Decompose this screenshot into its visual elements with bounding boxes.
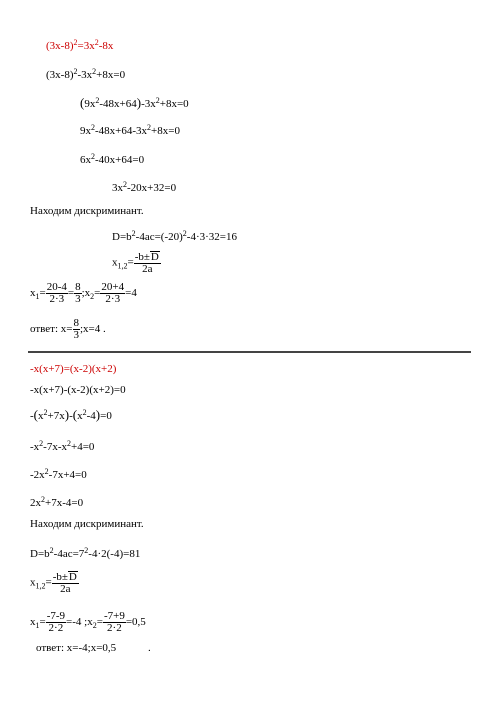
roots: $x_1=$ $\frac{-7-9}{2\cdot 2}$ =-4 $;x_2=$ $\frac{-7+9}{2\cdot 2}$ =0,5 xyxy=(30,610,146,634)
step1: -x(x+7)-(x-2)(x+2)=0 xyxy=(30,384,126,396)
discriminant-label: Находим дискриминант. xyxy=(30,205,144,217)
step3: $9x^2-48x+64-3x^2+8x=0$ xyxy=(80,123,180,137)
step4: $6x^2-40x+64=0$ xyxy=(80,152,145,166)
quadratic-formula: $x_{1,2}=$ $\frac{-b\pm D}{2a}$ xyxy=(30,571,77,595)
problem2-equation: -x(x+7)=(x-2)(x+2) xyxy=(30,363,117,375)
quadratic-formula: $x_{1,2}=$ $\frac{-b\pm D}{2a}$ xyxy=(112,251,159,275)
roots: $x_1=$ $\frac{20-4}{2\cdot 3}$ = $\frac{8}{3}$ $;x_2=$ $\frac{20+4}{2\cdot 3}$ =4 xyxy=(30,281,137,305)
step4: $-2x^2-7x+4=0$ xyxy=(30,467,87,481)
step2: $(9x^2-48x+64)-3x^2+8x=0$ xyxy=(80,95,189,110)
discriminant-formula: $D=b^2-4ac=(-20)^2-4\cdot 3\cdot 32=16$ xyxy=(112,229,237,243)
discriminant-formula: $D=b^2-4ac=7^2-4\cdot 2(-4)=81$ xyxy=(30,546,141,560)
step2: $-(x^2+7x)-(x^2-4)=0$ xyxy=(30,407,112,422)
step5: $2x^2+7x-4=0$ xyxy=(30,495,84,509)
answer2-dot: . xyxy=(148,642,151,654)
problem1-equation: $(3x-8)^2=3x^2-8x$ xyxy=(46,38,114,52)
step5: $3x^2-20x+32=0$ xyxy=(112,180,177,194)
discriminant-label: Находим дискриминант. xyxy=(30,518,144,530)
step3: $-x^2-7x-x^2+4=0$ xyxy=(30,439,95,453)
section-divider xyxy=(28,351,471,353)
step1: $(3x-8)^2-3x^2+8x=0$ xyxy=(46,67,126,81)
answer2: ответ: x=-4;x=0,5 xyxy=(36,642,117,654)
answer1: ответ: x= $\frac{8}{3}$ ;x=4 . xyxy=(30,317,106,341)
